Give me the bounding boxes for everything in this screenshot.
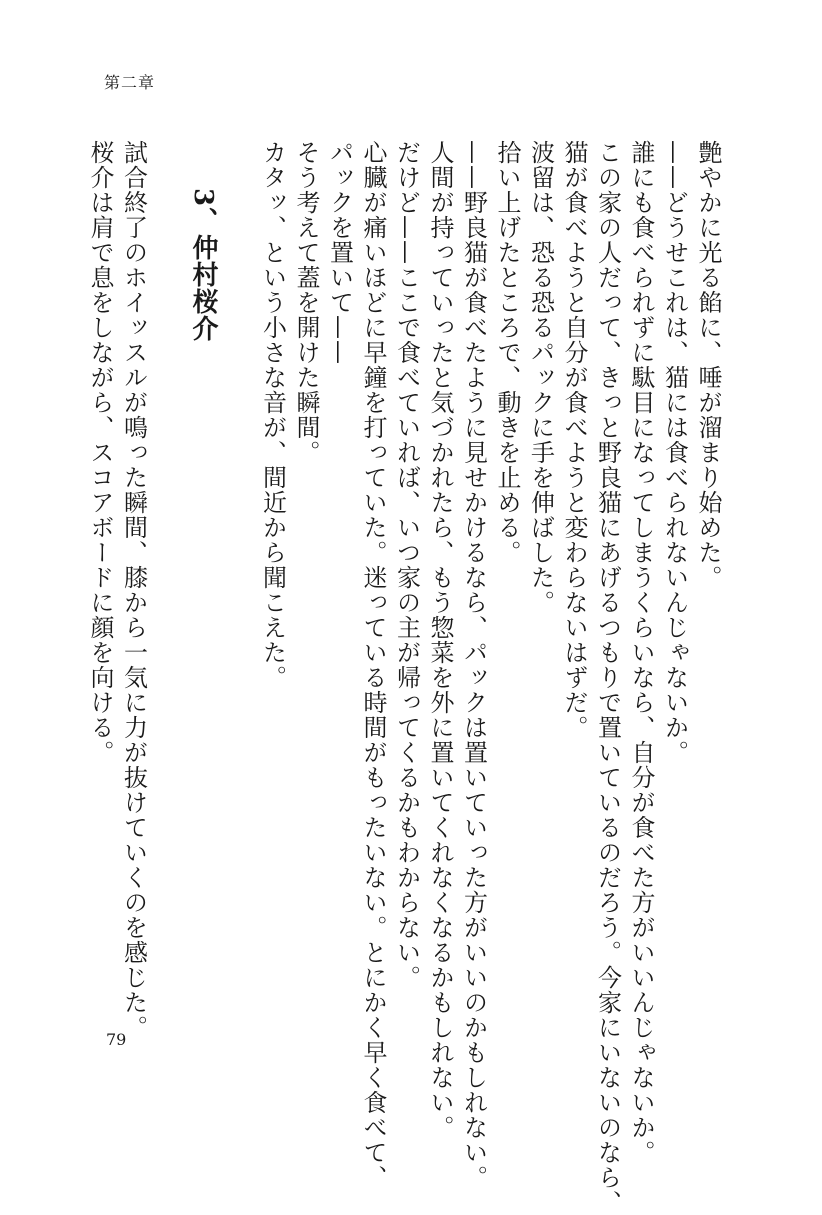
text-line: 拾い上げたところで、動きを止める。 bbox=[493, 140, 521, 565]
section-number: 3、 bbox=[188, 188, 218, 235]
text-line: だけど——ここで食べていれば、いつ家の主が帰ってくるかもわからない。 bbox=[392, 140, 421, 990]
text-line: そう考えて蓋を開けた瞬間。 bbox=[292, 140, 320, 465]
text-line: 桜介は肩で息をしながら、スコアボードに顔を向ける。 bbox=[86, 140, 114, 765]
chapter-title: 第二章 bbox=[104, 73, 156, 92]
text-line: 人間が持っていったと気づかれたら、もう惣菜を外に置いてくれなくなるかもしれない。 bbox=[426, 140, 454, 1140]
text-line: 猫が食べようと自分が食べようと変わらないはずだ。 bbox=[560, 140, 588, 740]
text-line: 波留は、恐る恐るパックに手を伸ばした。 bbox=[526, 140, 555, 615]
text-line: 心臓が痛いほどに早鐘を打っていた。迷っている時間がもったいない。とにかく早く食べて、 bbox=[359, 140, 387, 1190]
section-title: 仲村桜介 bbox=[188, 234, 218, 343]
text-line: ——野良猫が食べたように見せかけるなら、パックは置いていった方がいいのかもしれない。 bbox=[459, 140, 488, 1190]
page-number: 79 bbox=[106, 1030, 127, 1049]
text-line: カタッ、という小さな音が、間近から聞こえた。 bbox=[258, 140, 287, 690]
text-line: パックを置いて—— bbox=[325, 140, 354, 365]
text-line: 誰にも食べられずに駄目になってしまうくらいなら、自分が食べた方がいいんじゃないか。 bbox=[627, 140, 655, 1165]
text-line: ——どうせこれは、猫には食べられないんじゃないか。 bbox=[660, 140, 689, 765]
section-heading bbox=[186, 140, 220, 1020]
text-line: 艶やかに光る餡に、唾が溜まり始めた。 bbox=[694, 140, 722, 590]
text-line: この家の人だって、きっと野良猫にあげるつもりで置いているのだろう。今家にいないのなら、 bbox=[593, 140, 622, 1215]
text-line: 試合終了のホイッスルが鳴った瞬間、膝から一気に力が抜けていくのを感じた。 bbox=[119, 140, 148, 1040]
